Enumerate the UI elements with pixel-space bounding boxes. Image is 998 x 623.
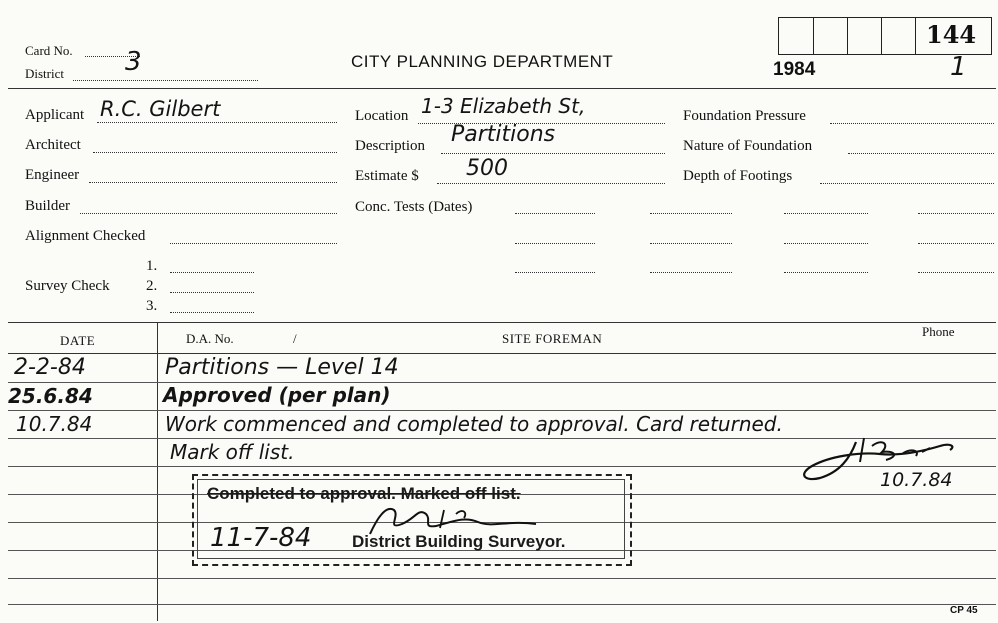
form-code: CP 45 (950, 605, 978, 616)
table-rule (8, 410, 996, 411)
location-value: 1-3 Elizabeth St, (421, 94, 586, 118)
year-label: 1984 (773, 59, 816, 80)
engineer-label: Engineer (25, 167, 80, 183)
card-sequence: 1 (950, 52, 967, 82)
alignment-label: Alignment Checked (25, 228, 146, 244)
table-rule (8, 604, 996, 605)
nature-foundation-line (848, 153, 994, 154)
card-number: 144 (926, 20, 977, 49)
conc-test-line (918, 272, 994, 273)
description-line (441, 153, 665, 154)
conc-test-line (650, 243, 732, 244)
stamp-title: District Building Surveyor. (352, 532, 566, 551)
entry-date: 2-2-84 (14, 355, 86, 380)
box-divider (813, 18, 814, 54)
table-rule (8, 578, 996, 579)
date-column-divider (157, 323, 158, 621)
survey-line-1 (170, 272, 254, 273)
table-header-rule (8, 353, 996, 354)
phone-header: Phone (922, 324, 955, 339)
engineer-line (89, 182, 337, 183)
foundation-pressure-label: Foundation Pressure (683, 108, 806, 124)
architect-label: Architect (25, 137, 81, 153)
site-foreman-header: SITE FOREMAN (502, 331, 603, 346)
description-label: Description (355, 138, 425, 154)
conc-test-line (650, 272, 732, 273)
location-label: Location (355, 108, 409, 124)
estimate-value: 500 (466, 156, 508, 181)
applicant-value: R.C. Gilbert (100, 97, 221, 121)
stamp-line-1: Completed to approval. Marked off list. (207, 484, 521, 503)
conc-test-line (515, 272, 595, 273)
entry-text: Mark off list. (170, 440, 295, 464)
box-divider (881, 18, 882, 54)
date-header: DATE (60, 333, 96, 348)
conc-test-line (918, 243, 994, 244)
header-rule (8, 88, 996, 89)
survey-item-2: 2. (146, 278, 158, 294)
alignment-line (170, 243, 337, 244)
card-no-label: Card No. (25, 43, 73, 58)
conc-test-line (784, 213, 868, 214)
architect-line (93, 152, 337, 153)
entry-text: Partitions — Level 14 (165, 355, 399, 380)
survey-item-3: 3. (146, 298, 158, 314)
nature-foundation-label: Nature of Foundation (683, 138, 813, 154)
entry-text: Approved (per plan) (163, 383, 391, 407)
conc-test-line (650, 213, 732, 214)
district-value: 3 (125, 47, 142, 77)
estimate-label: Estimate $ (355, 168, 419, 184)
depth-footings-line (820, 183, 994, 184)
estimate-line (437, 183, 665, 184)
signoff-date: 10.7.84 (880, 469, 953, 491)
conc-test-line (784, 243, 868, 244)
builder-line (80, 213, 337, 214)
survey-line-2 (170, 292, 254, 293)
survey-item-1: 1. (146, 258, 158, 274)
foundation-pressure-line (830, 123, 994, 124)
applicant-line (97, 122, 337, 123)
conc-test-line (515, 213, 595, 214)
district-label: District (25, 66, 64, 81)
entry-text: Work commenced and completed to approval. Card returned. (165, 412, 783, 436)
survey-line-3 (170, 312, 254, 313)
applicant-label: Applicant (25, 107, 85, 123)
description-value: Partitions (451, 122, 556, 147)
conc-test-line (918, 213, 994, 214)
builder-label: Builder (25, 198, 70, 214)
department-title: CITY PLANNING DEPARTMENT (351, 52, 614, 71)
conc-tests-label: Conc. Tests (Dates) (355, 199, 473, 215)
da-no-label: D.A. No. (186, 331, 234, 346)
da-no-value: / (293, 331, 297, 346)
depth-footings-label: Depth of Footings (683, 168, 793, 184)
box-divider (915, 18, 916, 54)
table-rule (8, 382, 996, 383)
surveyor-signature (360, 500, 550, 540)
district-line (73, 80, 258, 81)
entry-date: 10.7.84 (16, 412, 93, 436)
conc-test-line (784, 272, 868, 273)
stamp-date: 11-7-84 (210, 523, 312, 553)
conc-test-line (515, 243, 595, 244)
box-divider (847, 18, 848, 54)
survey-check-label: Survey Check (25, 278, 110, 294)
entry-date: 25.6.84 (8, 384, 93, 408)
